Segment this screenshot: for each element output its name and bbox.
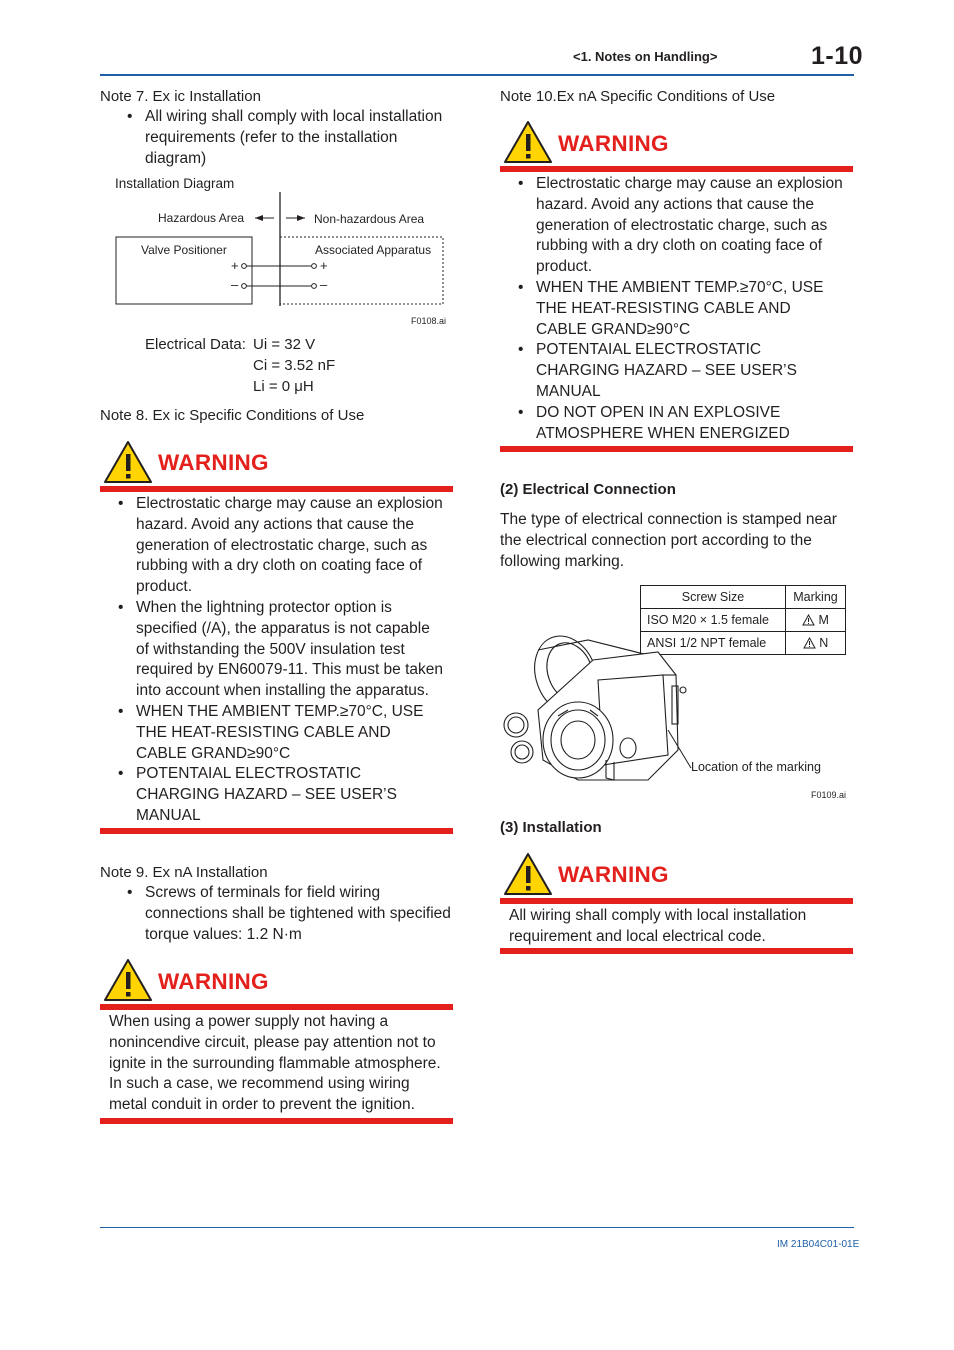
table-row — [641, 609, 846, 632]
warning3-line: generation of electrostatic charge, such as — [536, 216, 828, 234]
warning2-line: ignite in the surrounding flammable atmosphere. — [109, 1054, 441, 1072]
warning3-body: • Electrostatic charge may cause an explosion hazard. Avoid any actions that cause the generation of electrostatic charge, such as rubbing with a dry cloth on coating face of product. • WHEN THE AMBIENT TEMP.≥70°C, USE THE HEAT-RESISTING CABLE AND CABLE GRAND≥90°C • POTENTAIAL ELECTROSTATIC CHARGING HAZARD – SEE USER’S MANUAL • DO NOT OPEN IN AN EXPLOSIVE ATMOSPHERE WHEN ENERGIZED — [518, 175, 843, 442]
note10-title: Note 10.Ex nA Specific Conditions of Use — [500, 88, 776, 105]
warning1-line: of withstanding the 500V insulation test — [136, 640, 405, 658]
terminal-app-minus — [312, 284, 317, 289]
electrical-connection-body — [500, 510, 837, 572]
note9-line: connections shall be tightened with specified — [145, 904, 451, 922]
body-line: the electrical connection port according to the — [500, 531, 812, 549]
positioner-plus: + — [231, 258, 239, 273]
installation-line: requirement and local electrical code. — [509, 927, 766, 945]
warning2-body — [109, 1012, 453, 1116]
warning-icon — [503, 120, 553, 164]
note7-bullet: • All wiring shall comply with local installation requirements (refer to the installation diagram) — [127, 108, 443, 167]
header-rule — [100, 74, 854, 76]
warning3-line: THE HEAT-RESISTING CABLE AND — [536, 299, 791, 317]
note9-bullet: • Screws of terminals for field wiring connections shall be tightened with specified torque values: 1.2 N·m — [127, 884, 451, 943]
apparatus-minus: – — [320, 277, 328, 292]
footer-doc-id: IM 21B04C01-01E — [777, 1239, 860, 1250]
warning1-line: product. — [136, 578, 193, 596]
electrical-ci: Ci = 3.52 nF — [253, 357, 336, 374]
warning3-line: CHARGING HAZARD – SEE USER’S — [536, 362, 797, 380]
installation-heading: (3) Installation — [500, 819, 602, 836]
warning3-line: product. — [536, 258, 593, 276]
warning1-line: required by EN60079-11. This must be taken — [136, 661, 444, 679]
nonhazardous-label: Non-hazardous Area — [314, 212, 425, 226]
table-header-row — [641, 586, 846, 609]
electrical-connection-heading: (2) Electrical Connection — [500, 481, 676, 498]
table-cell-marking — [786, 609, 846, 632]
warning1-line: Electrostatic charge may cause an explosion — [136, 495, 443, 512]
terminal-app-plus — [312, 264, 317, 269]
warning3-line: ATMOSPHERE WHEN ENERGIZED — [536, 424, 790, 442]
warning2-line: metal conduit in order to prevent the ignition. — [109, 1096, 415, 1114]
note7-title: Note 7. Ex ic Installation — [100, 88, 261, 105]
hazardous-arrowhead — [255, 215, 263, 221]
header-section: <1. Notes on Handling> — [573, 49, 718, 64]
note9-line: Screws of terminals for field wiring — [145, 884, 381, 901]
diagram-fig-id: F0108.ai — [411, 316, 447, 326]
table-cell-marking — [786, 632, 846, 655]
hazardous-label: Hazardous Area — [158, 211, 245, 225]
warning2-line: When using a power supply not having a — [109, 1013, 389, 1030]
warning1-line: generation of electrostatic charge, such as — [136, 536, 428, 554]
warning-triangle-icon — [803, 637, 816, 649]
warning3-line: rubbing with a dry cloth on coating face of — [536, 237, 823, 255]
warning1-line: THE HEAT-RESISTING CABLE AND — [136, 723, 391, 741]
warning1-line: hazard. Avoid any actions that cause the — [136, 515, 415, 533]
warning-bottom-bar — [500, 446, 853, 452]
illustration-fig-id: F0109.ai — [811, 790, 847, 800]
installation-line: All wiring shall comply with local installation — [509, 907, 807, 924]
warning3-line: hazard. Avoid any actions that cause the — [536, 195, 815, 213]
body-line: The type of electrical connection is stamped near — [500, 511, 837, 528]
warning-bottom-bar — [100, 828, 453, 834]
warning-bottom-bar — [100, 1118, 453, 1124]
warning-title: WARNING — [158, 969, 269, 994]
warning-top-bar — [500, 898, 853, 904]
table-header-cell: Screw Size — [641, 586, 786, 609]
warning1-line: specified (/A), the apparatus is not capable — [136, 619, 430, 637]
warning-title: WARNING — [558, 131, 669, 156]
marking-location-label: Location of the marking — [691, 760, 821, 774]
terminal-pos-minus — [242, 284, 247, 289]
positioner-label: Valve Positioner — [141, 243, 227, 257]
warning-icon — [103, 958, 153, 1002]
warning1-line: WHEN THE AMBIENT TEMP.≥70°C, USE — [136, 702, 424, 720]
body-line: following marking. — [500, 552, 625, 570]
positioner-illustration — [498, 630, 698, 790]
warning3-line: CABLE GRAND≥90°C — [536, 320, 691, 338]
warning-title: WARNING — [558, 862, 669, 887]
warning1-body: • Electrostatic charge may cause an explosion hazard. Avoid any actions that cause the generation of electrostatic charge, such as rubbing with a dry cloth on coating face of product. • When the lightning protector option is specified (/A), the apparatus is not capable of withstanding the 500V insulation test required by EN60079-11. This must be taken into account when installing the apparatus. • WHEN THE AMBIENT TEMP.≥70°C, USE THE HEAT-RESISTING CABLE AND CABLE GRAND≥90°C • POTENTAIAL ELECTROSTATIC CHARGING HAZARD – SEE USER’S MANUAL — [118, 495, 444, 824]
note9-title: Note 9. Ex nA Installation — [100, 864, 268, 881]
warning-bottom-bar — [500, 948, 853, 954]
warning1-line: POTENTAIAL ELECTROSTATIC — [136, 765, 362, 783]
warning-icon — [103, 440, 153, 484]
note7-line: diagram) — [145, 149, 207, 167]
warning-icon — [503, 852, 553, 896]
marking-code: M — [818, 613, 829, 627]
warning1-line: CHARGING HAZARD – SEE USER’S — [136, 786, 397, 804]
electrical-li: Li = 0 μH — [253, 378, 314, 395]
installation-warning-body — [509, 906, 806, 948]
installation-diagram — [100, 190, 460, 330]
electrical-label: Electrical Data: — [145, 336, 246, 353]
warning3-line: MANUAL — [536, 382, 601, 400]
warning1-line: CABLE GRAND≥90°C — [136, 744, 291, 762]
footer-rule — [100, 1227, 854, 1228]
warning-top-bar — [100, 1004, 453, 1010]
diagram-caption: Installation Diagram — [115, 176, 235, 191]
warning1-line: rubbing with a dry cloth on coating face of — [136, 557, 423, 575]
table-cell: ANSI 1/2 NPT female — [641, 632, 786, 655]
note7-line: requirements (refer to the installation — [145, 128, 398, 146]
warning-top-bar — [500, 166, 853, 172]
positioner-minus: – — [231, 277, 239, 292]
warning-top-bar — [100, 486, 453, 492]
warning1-line: into account when installing the apparatus. — [136, 682, 429, 700]
terminal-pos-plus — [242, 264, 247, 269]
electrical-ui: Ui = 32 V — [253, 336, 316, 353]
warning2-line: In such a case, we recommend using wiring — [109, 1075, 410, 1093]
note9-line: torque values: 1.2 N·m — [145, 925, 302, 943]
warning3-line: DO NOT OPEN IN AN EXPLOSIVE — [536, 403, 781, 421]
nonhazardous-arrowhead — [297, 215, 305, 221]
page-number: 1-10 — [811, 42, 864, 70]
warning2-line: nonincendive circuit, please pay attention not to — [109, 1033, 436, 1051]
table-header-cell: Marking — [786, 586, 846, 609]
apparatus-label: Associated Apparatus — [315, 243, 432, 257]
marking-code: N — [819, 636, 829, 650]
note8-title: Note 8. Ex ic Specific Conditions of Use — [100, 407, 365, 424]
warning-triangle-icon — [802, 614, 815, 626]
warning3-line: Electrostatic charge may cause an explosion — [536, 175, 843, 192]
warning3-line: WHEN THE AMBIENT TEMP.≥70°C, USE — [536, 278, 824, 296]
warning-title: WARNING — [158, 450, 269, 475]
warning1-line: MANUAL — [136, 806, 201, 824]
warning1-line: When the lightning protector option is — [136, 598, 392, 616]
table-cell: ISO M20 × 1.5 female — [641, 609, 786, 632]
note7-line: All wiring shall comply with local installation — [145, 108, 443, 125]
warning3-line: POTENTAIAL ELECTROSTATIC — [536, 341, 762, 359]
apparatus-plus: + — [320, 258, 328, 273]
